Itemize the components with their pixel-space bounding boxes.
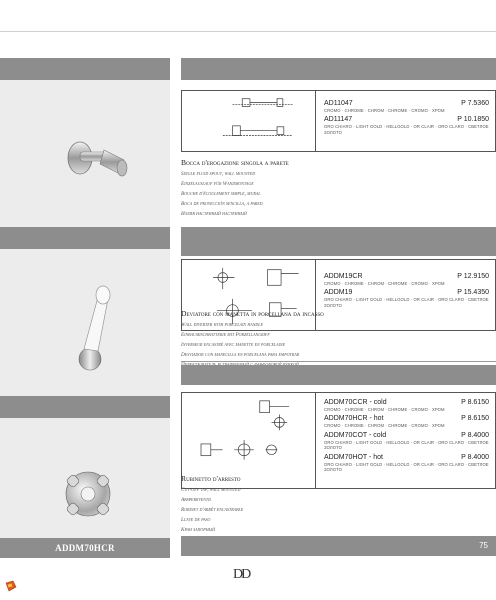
finish: CROMO · CHROME · CHROM · CHROME · CROMO · ХРОМ xyxy=(324,407,445,412)
product-title: Rubinetto d'arresto xyxy=(181,474,241,483)
price: P 10.1850 xyxy=(457,116,489,124)
description-rule xyxy=(181,361,496,362)
price: P 8.6150 xyxy=(461,415,489,423)
technical-drawing-icon xyxy=(182,91,315,151)
photo-header-bar xyxy=(0,58,170,80)
technical-box xyxy=(181,90,496,152)
product-details-column xyxy=(181,227,496,358)
finish: ORO CHIARO · LIGHT GOLD · HELLGOLD · OR CLAIR · ORO CLARO · СВЕТЛОЕ ЗОЛОТО xyxy=(324,439,489,451)
description-line: Излив настенный настенный xyxy=(181,211,247,217)
product-photo xyxy=(0,418,170,538)
photo-header-bar xyxy=(0,227,170,249)
description-line: Bouche d'écoulement simple, mural xyxy=(181,191,261,197)
code: ADDM70COT - cold xyxy=(324,431,387,439)
code-row xyxy=(324,454,489,461)
description-line: Einzelauslauf für Wandmontage xyxy=(181,181,254,187)
code: ADDM70HCR - hot xyxy=(324,415,384,423)
details-footer-bar xyxy=(181,536,496,556)
photo-header-bar xyxy=(0,396,170,418)
description-line: Cut-off tap, wall mounted xyxy=(181,487,241,493)
finish: CROMO · CHROME · CHROM · CHROME · CROMO · ХРОМ xyxy=(324,281,445,286)
product-title: Bocca d'erogazione singola a parete xyxy=(181,158,289,167)
spout-photo-icon xyxy=(0,80,170,236)
cross-handle-photo-icon xyxy=(0,418,170,538)
finish: ORO CHIARO · LIGHT GOLD · HELLGOLD · OR CLAIR · ORO CLARO · СВЕТЛОЕ ЗОЛОТО xyxy=(324,124,489,135)
product-photo xyxy=(0,249,170,405)
code-list xyxy=(324,97,489,135)
price: P 8.6150 xyxy=(461,399,489,406)
price: P 8.4000 xyxy=(461,431,489,439)
description-line: Кран запорный xyxy=(181,527,215,533)
code: ADDM19CR xyxy=(324,273,363,280)
description xyxy=(181,309,324,368)
code-row xyxy=(324,432,489,439)
code-row xyxy=(324,415,489,422)
technical-box-divider xyxy=(315,91,316,151)
code-row xyxy=(324,100,489,107)
code-list xyxy=(324,270,489,308)
description xyxy=(181,474,243,533)
price: P 8.4000 xyxy=(461,453,489,461)
code-row xyxy=(324,399,489,406)
code: AD11147 xyxy=(324,116,353,124)
code: ADDM70CCR - cold xyxy=(324,399,387,406)
details-footer-bar xyxy=(181,365,496,385)
top-rule xyxy=(0,31,496,32)
product-details-column xyxy=(181,58,496,217)
description-line: Llave de paso xyxy=(181,517,211,523)
description-line: Robinet d'arrêt encastrable xyxy=(181,507,244,513)
product-photo-column xyxy=(0,396,170,558)
code-list xyxy=(324,396,489,472)
description-line: Wall diverter with porcelain handle xyxy=(181,322,263,328)
description xyxy=(181,158,289,217)
diverter-photo-icon xyxy=(0,249,170,405)
finish: ORO CHIARO · LIGHT GOLD · HELLGOLD · OR CLAIR · ORO CLARO · СВЕТЛОЕ ЗОЛОТО xyxy=(324,297,489,308)
product-photo xyxy=(0,80,170,236)
product-details-column xyxy=(181,396,496,550)
details-header-bar xyxy=(181,227,496,249)
price: P 12.9150 xyxy=(457,273,489,280)
page-number: 75 xyxy=(479,541,488,550)
bookmark-icon[interactable] xyxy=(5,580,17,592)
description-line: Einbaumischbatterie mit Porzellangriff xyxy=(181,332,270,338)
product-title: Deviatore con manetta in porcellana da incasso xyxy=(181,309,324,318)
finish: CROMO · CHROME · CHROM · CHROME · CROMO · ХРОМ xyxy=(324,423,445,429)
code-row xyxy=(324,273,489,280)
brand-logo: DD xyxy=(233,567,250,582)
description-line: Desviador con manecilla en porcelana para empotrar xyxy=(181,352,300,358)
price: P 15.4350 xyxy=(457,289,489,297)
code-row xyxy=(324,289,489,296)
finish: ORO CHIARO · LIGHT GOLD · HELLGOLD · OR CLAIR · ORO CLARO · СВЕТЛОЕ ЗОЛОТО xyxy=(324,461,489,473)
details-header-bar xyxy=(181,58,496,80)
product-code-label: ADDM70HCR xyxy=(0,538,170,558)
description-line: Boca de proyección sencilla, a pared xyxy=(181,201,263,207)
finish: CROMO · CHROME · CHROM · CHROME · CROMO · ХРОМ xyxy=(324,108,445,113)
description-line: Absperrventil xyxy=(181,497,212,503)
price: P 7.5360 xyxy=(461,100,489,107)
code-row xyxy=(324,116,489,123)
code: ADDM19 xyxy=(324,289,353,297)
code: AD11047 xyxy=(324,100,353,107)
description-line: Inverseur encastré avec manette en porcelaine xyxy=(181,342,286,348)
code: ADDM70HOT - hot xyxy=(324,453,383,461)
description-line: Single fluid spout, wall mounted xyxy=(181,171,256,177)
technical-box-divider xyxy=(315,393,316,488)
